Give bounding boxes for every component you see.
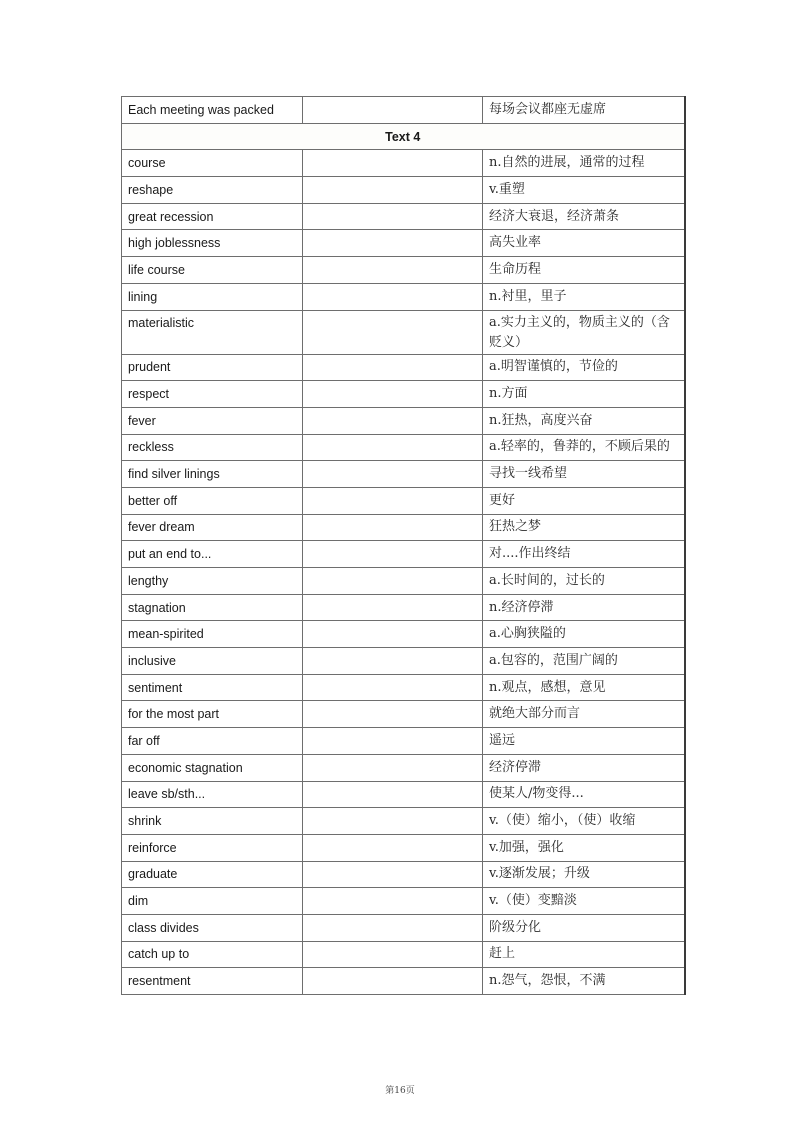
english-term: shrink (122, 808, 303, 835)
chinese-meaning: v.重塑 (483, 177, 685, 204)
english-term: Each meeting was packed (122, 97, 303, 124)
english-term: resentment (122, 968, 303, 995)
table-row (122, 968, 685, 995)
chinese-meaning: v.加强，强化 (483, 834, 685, 861)
blank-cell (303, 514, 483, 541)
chinese-meaning: 寻找一线希望 (483, 461, 685, 488)
blank-cell (303, 434, 483, 461)
blank-cell (303, 808, 483, 835)
blank-cell (303, 310, 483, 354)
table-row (122, 914, 685, 941)
english-term: fever dream (122, 514, 303, 541)
table-row (122, 97, 685, 124)
table-row (122, 594, 685, 621)
english-term: reckless (122, 434, 303, 461)
english-term: find silver linings (122, 461, 303, 488)
blank-cell (303, 203, 483, 230)
chinese-meaning: 狂热之梦 (483, 514, 685, 541)
blank-cell (303, 283, 483, 310)
english-term: lining (122, 283, 303, 310)
chinese-meaning: 经济停滞 (483, 754, 685, 781)
chinese-meaning: 生命历程 (483, 257, 685, 284)
blank-cell (303, 568, 483, 595)
english-term: reshape (122, 177, 303, 204)
table-row (122, 941, 685, 968)
chinese-meaning: a.明智谨慎的，节俭的 (483, 354, 685, 381)
table-row (122, 648, 685, 675)
blank-cell (303, 381, 483, 408)
chinese-meaning: n.狂热，高度兴奋 (483, 407, 685, 434)
table-row (122, 541, 685, 568)
blank-cell (303, 834, 483, 861)
blank-cell (303, 97, 483, 124)
chinese-meaning: 阶级分化 (483, 914, 685, 941)
table-row (122, 514, 685, 541)
chinese-meaning: n.衬里，里子 (483, 283, 685, 310)
blank-cell (303, 541, 483, 568)
blank-cell (303, 621, 483, 648)
table-row (122, 354, 685, 381)
page-number: 第16页 (385, 1086, 415, 1096)
chinese-meaning: 经济大衰退，经济萧条 (483, 203, 685, 230)
table-row (122, 728, 685, 755)
english-term: economic stagnation (122, 754, 303, 781)
english-term: put an end to... (122, 541, 303, 568)
english-term: stagnation (122, 594, 303, 621)
blank-cell (303, 594, 483, 621)
chinese-meaning: 遥远 (483, 728, 685, 755)
chinese-meaning: a.心胸狭隘的 (483, 621, 685, 648)
english-term: respect (122, 381, 303, 408)
table-row (122, 621, 685, 648)
blank-cell (303, 968, 483, 995)
english-term: far off (122, 728, 303, 755)
blank-cell (303, 648, 483, 675)
chinese-meaning: n.怨气，怨恨，不满 (483, 968, 685, 995)
blank-cell (303, 781, 483, 808)
english-term: high joblessness (122, 230, 303, 257)
table-row (122, 407, 685, 434)
blank-cell (303, 861, 483, 888)
table-row (122, 283, 685, 310)
blank-cell (303, 754, 483, 781)
blank-cell (303, 150, 483, 177)
blank-cell (303, 487, 483, 514)
blank-cell (303, 461, 483, 488)
chinese-meaning: 更好 (483, 487, 685, 514)
chinese-meaning: n.自然的进展，通常的过程 (483, 150, 685, 177)
english-term: prudent (122, 354, 303, 381)
blank-cell (303, 177, 483, 204)
english-term: lengthy (122, 568, 303, 595)
english-term: course (122, 150, 303, 177)
english-term: great recession (122, 203, 303, 230)
table-row (122, 568, 685, 595)
english-term: catch up to (122, 941, 303, 968)
blank-cell (303, 701, 483, 728)
table-row (122, 461, 685, 488)
english-term: for the most part (122, 701, 303, 728)
table-row (122, 434, 685, 461)
table-row (122, 381, 685, 408)
blank-cell (303, 888, 483, 915)
english-term: inclusive (122, 648, 303, 675)
chinese-meaning: 对....作出终结 (483, 541, 685, 568)
table-row (122, 257, 685, 284)
chinese-meaning: n.经济停滞 (483, 594, 685, 621)
vocabulary-table (121, 96, 686, 995)
table-row (122, 203, 685, 230)
english-term: reinforce (122, 834, 303, 861)
english-term: fever (122, 407, 303, 434)
blank-cell (303, 674, 483, 701)
blank-cell (303, 914, 483, 941)
chinese-meaning: 高失业率 (483, 230, 685, 257)
english-term: class divides (122, 914, 303, 941)
chinese-meaning: 赶上 (483, 941, 685, 968)
table-row (122, 150, 685, 177)
chinese-meaning: a.包容的，范围广阔的 (483, 648, 685, 675)
english-term: life course (122, 257, 303, 284)
english-term: dim (122, 888, 303, 915)
chinese-meaning: n.观点，感想，意见 (483, 674, 685, 701)
table-row (122, 310, 685, 354)
table-row (122, 861, 685, 888)
english-term: graduate (122, 861, 303, 888)
chinese-meaning: a.实力主义的，物质主义的（含贬义） (483, 310, 685, 354)
english-term: mean-spirited (122, 621, 303, 648)
english-term: materialistic (122, 310, 303, 354)
chinese-meaning: a.轻率的，鲁莽的，不顾后果的 (483, 434, 685, 461)
blank-cell (303, 407, 483, 434)
chinese-meaning: 每场会议都座无虚席 (483, 97, 685, 124)
table-row (122, 754, 685, 781)
english-term: sentiment (122, 674, 303, 701)
blank-cell (303, 728, 483, 755)
chinese-meaning: 使某人/物变得... (483, 781, 685, 808)
table-row (122, 701, 685, 728)
english-term: leave sb/sth... (122, 781, 303, 808)
chinese-meaning: 就绝大部分而言 (483, 701, 685, 728)
english-term: better off (122, 487, 303, 514)
table-row (122, 230, 685, 257)
table-row (122, 808, 685, 835)
table-row (122, 487, 685, 514)
chinese-meaning: a.长时间的，过长的 (483, 568, 685, 595)
section-title: Text 4 (122, 123, 685, 150)
chinese-meaning: v.（使）缩小，（使）收缩 (483, 808, 685, 835)
blank-cell (303, 941, 483, 968)
blank-cell (303, 230, 483, 257)
table-row (122, 781, 685, 808)
table-row (122, 674, 685, 701)
table-row (122, 177, 685, 204)
blank-cell (303, 354, 483, 381)
chinese-meaning: v.逐渐发展；升级 (483, 861, 685, 888)
chinese-meaning: v.（使）变黯淡 (483, 888, 685, 915)
table-row (122, 888, 685, 915)
chinese-meaning: n.方面 (483, 381, 685, 408)
section-header-row (122, 123, 685, 150)
table-row (122, 834, 685, 861)
blank-cell (303, 257, 483, 284)
